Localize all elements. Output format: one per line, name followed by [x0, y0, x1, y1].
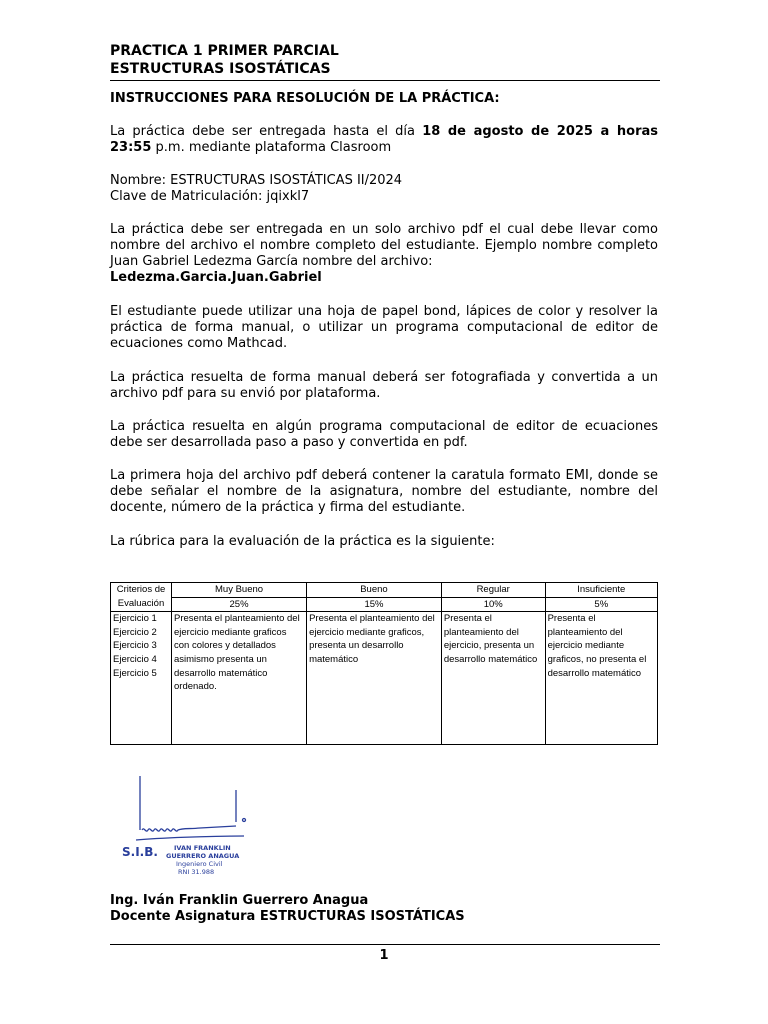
cover-paragraph: La primera hoja del archivo pdf deberá contener la caratula formato EMI, donde se debe señalar el nombre de la asignatura, nombre del estudiante, nombre del docente, número de la práctica y firma del estudiante.: [110, 468, 658, 515]
handwritten-signature: [136, 776, 246, 840]
desc-bueno: Presenta el planteamiento del ejercicio mediante graficos, presenta un desarrollo matemático: [307, 612, 442, 745]
exercise-item: Ejercicio 3: [113, 640, 157, 652]
desc-insuficiente: Presenta el planteamiento del ejercicio mediante graficos, no presenta el desarrollo matemático: [545, 612, 657, 745]
criteria-header: Criterios de Evaluación: [111, 583, 172, 612]
signer-role: Docente Asignatura ESTRUCTURAS ISOSTÁTICAS: [110, 909, 465, 924]
level-insuficiente: Insuficiente: [545, 583, 657, 598]
file-naming-paragraph: [110, 222, 658, 286]
course-title: ESTRUCTURAS ISOSTÁTICAS: [110, 61, 331, 77]
exercise-list: [111, 612, 172, 745]
page-number: 1: [379, 948, 389, 963]
document-header: [110, 42, 660, 78]
tools-paragraph: El estudiante puede utilizar una hoja de papel bond, lápices de color y resolver la práctica de forma manual, o utilizar un programa computacional de editor de ecuaciones como Mathcad.: [110, 304, 658, 351]
deadline-text-start: La práctica debe ser entregada hasta el día: [110, 124, 423, 139]
software-paragraph: La práctica resuelta en algún programa computacional de editor de ecuaciones debe ser desarrollada paso a paso y convertida en pdf.: [110, 419, 658, 450]
course-name: Nombre: ESTRUCTURAS ISOSTÁTICAS II/2024: [110, 173, 403, 188]
deadline-text-end: p.m. mediante plataforma Clasroom: [151, 140, 392, 155]
pct-bueno: 15%: [307, 597, 442, 612]
desc-muy-bueno: Presenta el planteamiento del ejercicio mediante graficos con colores y detallados asimismo presenta un desarrollo matemático ordenado.: [172, 612, 307, 745]
pct-insuficiente: 5%: [545, 597, 657, 612]
level-muy-bueno: Muy Bueno: [172, 583, 307, 598]
stamp-mark: S.I.B.: [122, 845, 158, 859]
signature-stamp: [118, 772, 258, 882]
stamp-name-1: IVAN FRANKLIN: [174, 844, 231, 852]
stamp-title: Ingeniero Civil: [176, 860, 223, 868]
desc-regular: Presenta el planteamiento del ejercicio, presenta un desarrollo matemático: [441, 612, 545, 745]
rubric-table: [110, 582, 658, 745]
stamp: [122, 844, 239, 876]
footer-divider: [110, 944, 660, 945]
level-regular: Regular: [441, 583, 545, 598]
rubric-header-row: [111, 583, 658, 598]
file-naming-text: La práctica debe ser entregada en un solo archivo pdf el cual debe llevar como nombre del archivo el nombre completo del estudiante. Ejemplo nombre completo Juan Gabriel Ledezma García nombre del archivo:: [110, 222, 658, 269]
manual-paragraph: La práctica resuelta de forma manual deberá ser fotografiada y convertida a un archivo pdf para su envió por plataforma.: [110, 370, 658, 401]
deadline-paragraph: [110, 124, 658, 156]
rubric-body-row: [111, 612, 658, 745]
level-bueno: Bueno: [307, 583, 442, 598]
enrollment-key: Clave de Matriculación: jqixkl7: [110, 189, 310, 204]
exercise-item: Ejercicio 2: [113, 626, 157, 638]
exercise-item: Ejercicio 1: [113, 613, 157, 625]
stamp-registry: RNI 31.988: [178, 868, 215, 876]
exercise-item: Ejercicio 4: [113, 653, 157, 665]
rubric-intro: La rúbrica para la evaluación de la práctica es la siguiente:: [110, 534, 495, 549]
pct-muy-bueno: 25%: [172, 597, 307, 612]
instructions-heading: INSTRUCCIONES PARA RESOLUCIÓN DE LA PRÁCTICA:: [110, 91, 500, 106]
rubric-percent-row: [111, 597, 658, 612]
stamp-name-2: GUERRERO ANAGUA: [166, 852, 240, 860]
file-name-example: Ledezma.Garcia.Juan.Gabriel: [110, 270, 322, 285]
exercise-item: Ejercicio 5: [113, 667, 157, 679]
deadline-date: 18 de agosto de 2025 a horas 23:55: [110, 124, 658, 155]
practice-title: PRACTICA 1 PRIMER PARCIAL: [110, 43, 339, 59]
pct-regular: 10%: [441, 597, 545, 612]
signer-name: Ing. Iván Franklin Guerrero Anagua: [110, 893, 369, 908]
header-divider: [110, 80, 660, 81]
